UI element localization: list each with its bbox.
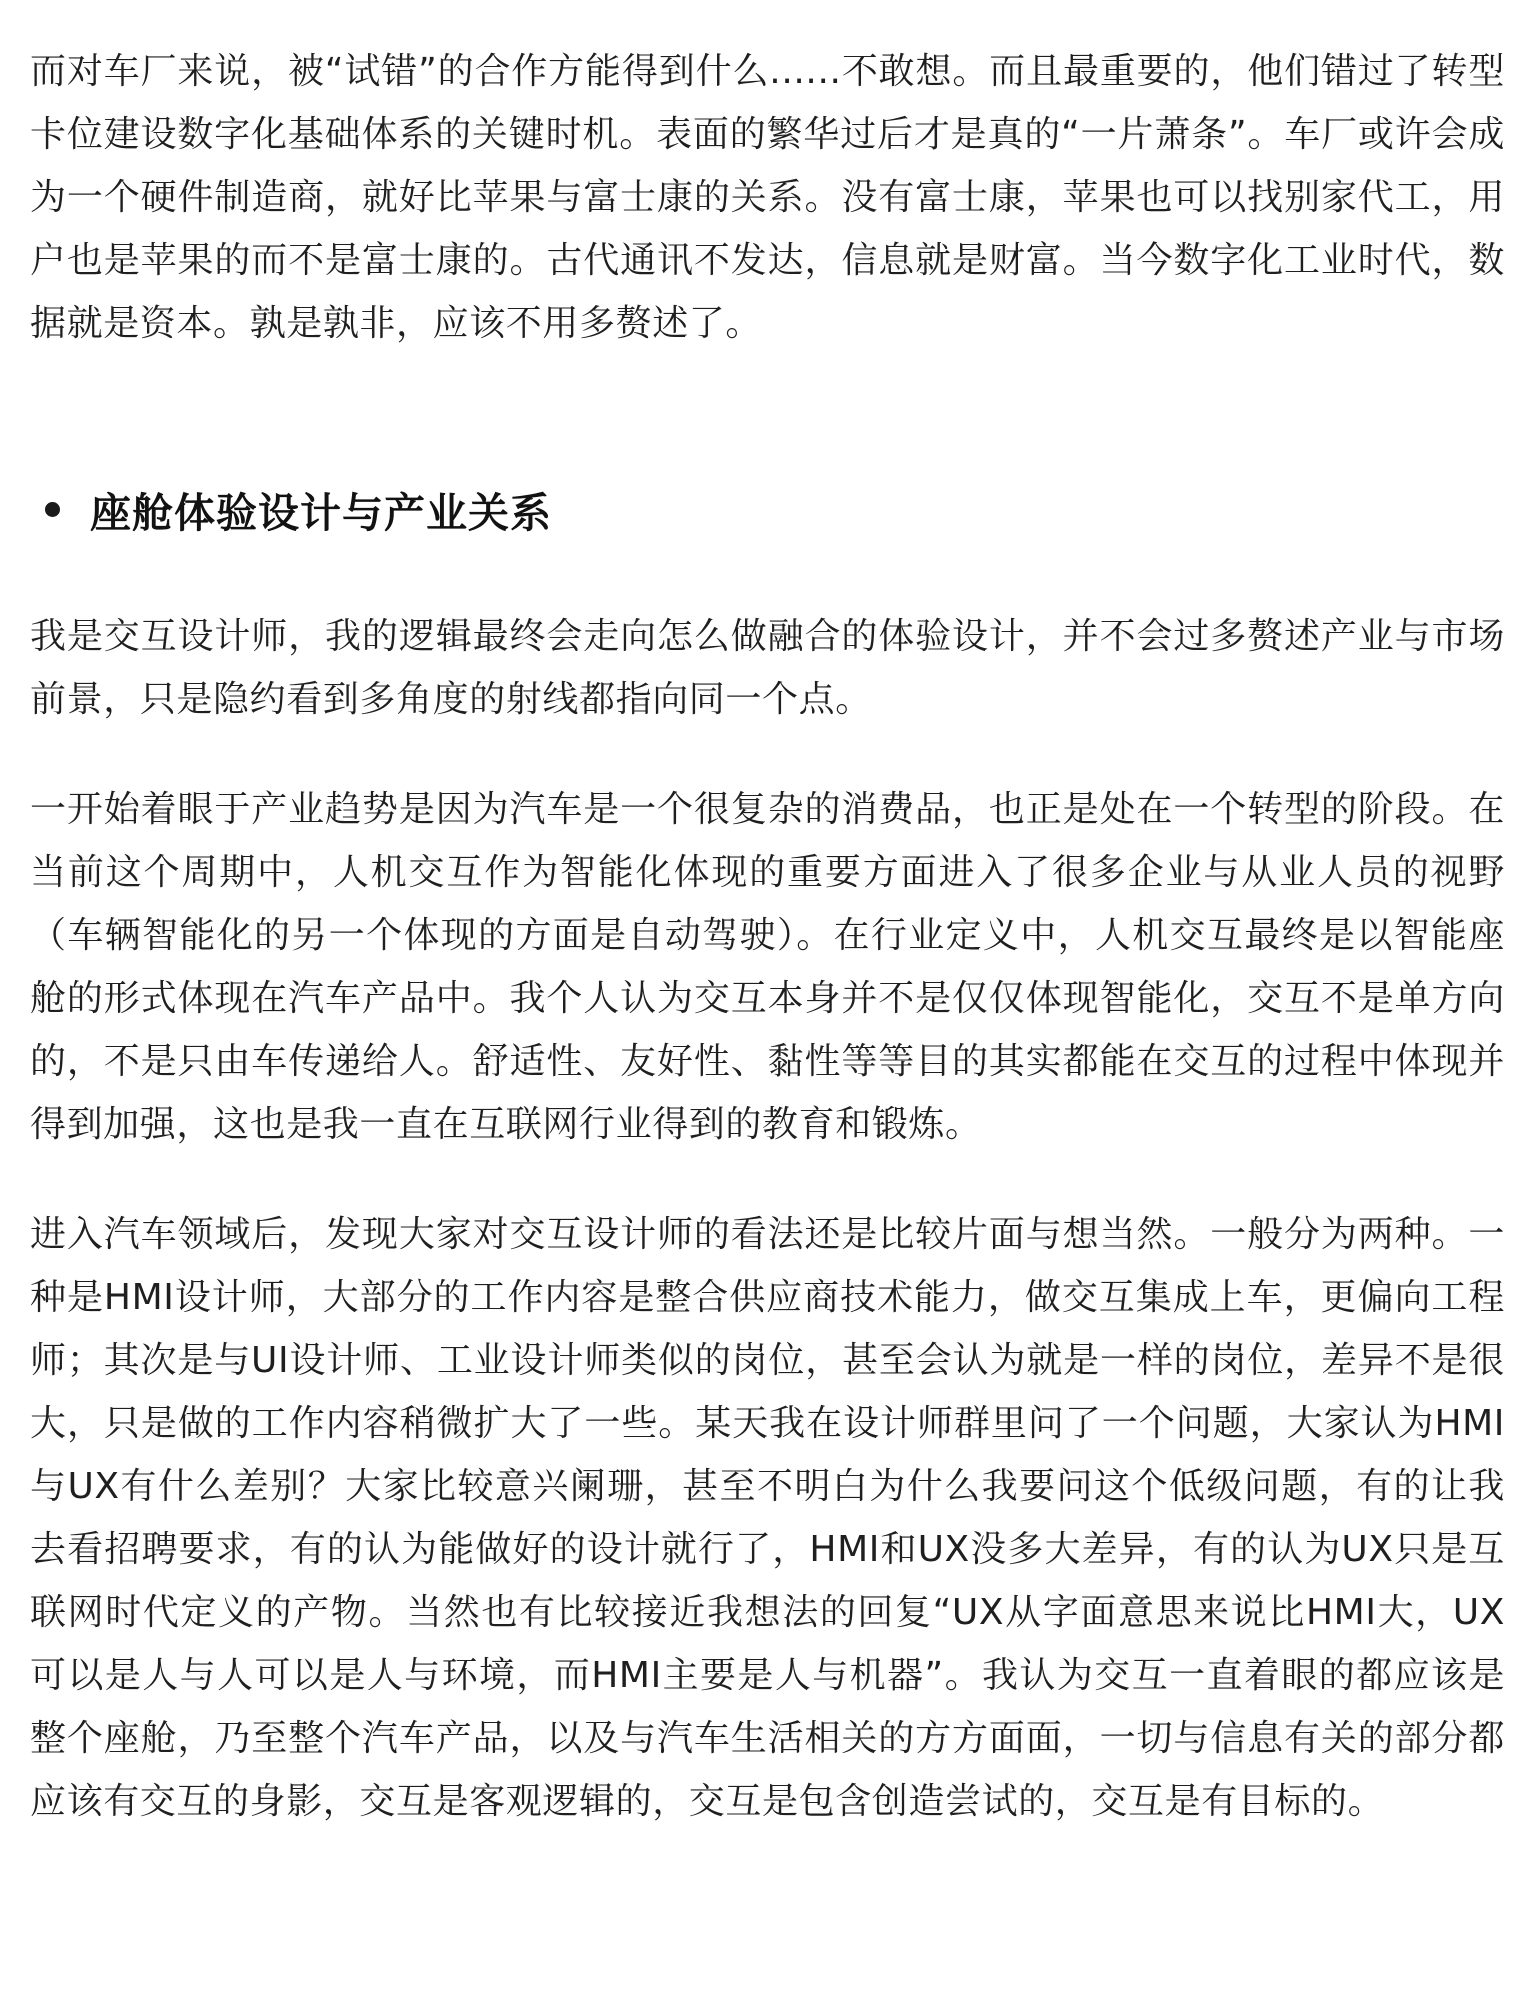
- section-heading-text: 座舱体验设计与产业关系: [90, 488, 552, 537]
- paragraph-designer-logic: 我是交互设计师，我的逻辑最终会走向怎么做融合的体验设计，并不会过多赘述产业与市场前景，只是隐约看到多角度的射线都指向同一个点。: [30, 616, 1505, 720]
- intro-paragraph: 而对车厂来说，被“试错”的合作方能得到什么......不敢想。而且最重要的，他们错过了转型卡位建设数字化基础体系的关键时机。表面的繁华过后才是真的“一片萧条”。车厂或许会成为一个硬件制造商，就好比苹果与富士康的关系。没有富士康，苹果也可以找别家代工，用户也是苹果的而不是富士康的。古代通讯不发达，信息就是财富。当今数字化工业时代，数据就是资本。孰是孰非，应该不用多赘述了。: [30, 51, 1505, 344]
- paragraph-industry-trend: 一开始着眼于产业趋势是因为汽车是一个很复杂的消费品，也正是处在一个转型的阶段。在当前这个周期中，人机交互作为智能化体现的重要方面进入了很多企业与从业人员的视野（车辆智能化的另一个体现的方面是自动驾驶）。在行业定义中，人机交互最终是以智能座舱的形式体现在汽车产品中。我个人认为交互本身并不是仅仅体现智能化，交互不是单方向的，不是只由车传递给人。舒适性、友好性、黏性等等目的其实都能在交互的过程中体现并得到加强，这也是我一直在互联网行业得到的教育和锻炼。: [30, 789, 1505, 1145]
- bullet-dot-icon: [45, 502, 60, 517]
- section-heading: [30, 479, 1505, 539]
- paragraph-hmi-vs-ux: 进入汽车领域后，发现大家对交互设计师的看法还是比较片面与想当然。一般分为两种。一种是HMI设计师，大部分的工作内容是整合供应商技术能力，做交互集成上车，更偏向工程师；其次是与UI设计师、工业设计师类似的岗位，甚至会认为就是一样的岗位，差异不是很大，只是做的工作内容稍微扩大了一些。某天我在设计师群里问了一个问题，大家认为HMI与UX有什么差别？大家比较意兴阑珊，甚至不明白为什么我要问这个低级问题，有的让我去看招聘要求，有的认为能做好的设计就行了，HMI和UX没多大差异，有的认为UX只是互联网时代定义的产物。当然也有比较接近我想法的回复“UX从字面意思来说比HMI大，UX可以是人与人可以是人与环境，而HMI主要是人与机器”。我认为交互一直着眼的都应该是整个座舱，乃至整个汽车产品，以及与汽车生活相关的方方面面，一切与信息有关的部分都应该有交互的身影，交互是客观逻辑的，交互是包含创造尝试的，交互是有目标的。: [30, 1214, 1505, 1822]
